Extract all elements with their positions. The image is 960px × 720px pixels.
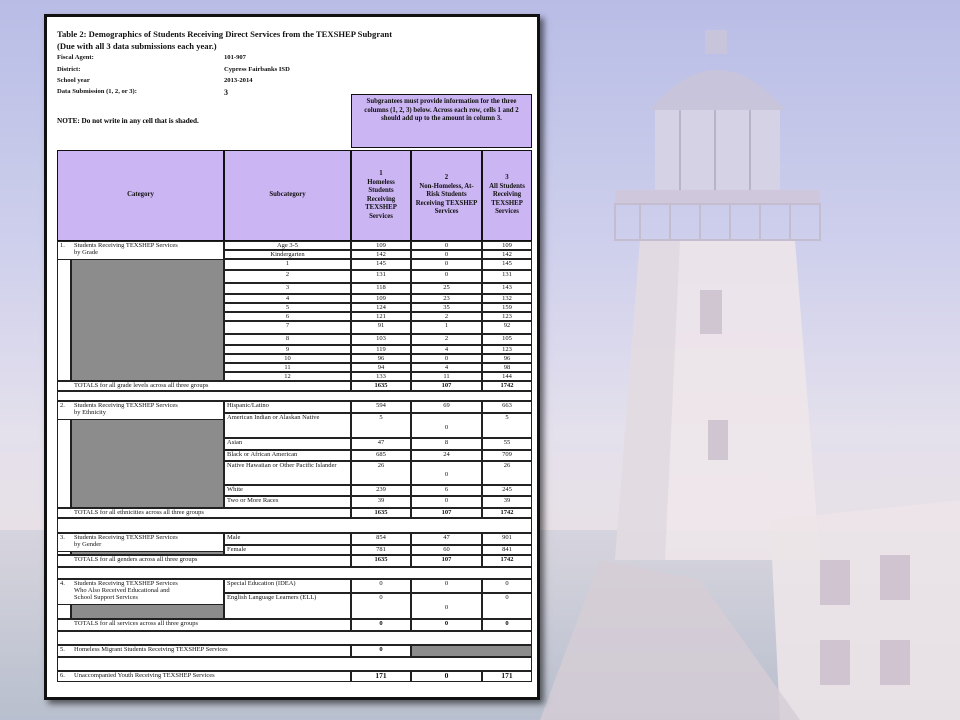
- section-spacer: [57, 518, 532, 533]
- subcategory-cell: Asian: [224, 438, 351, 450]
- section-title: Homeless Migrant Students Receiving TEXSHEP Services: [74, 646, 228, 653]
- all-students-count-cell: 109: [482, 241, 532, 250]
- section-number: 3.: [60, 534, 65, 541]
- non-homeless-count-cell: 4: [411, 363, 482, 372]
- homeless-count-cell: 239: [351, 485, 411, 496]
- section-number: 5.: [60, 646, 65, 653]
- section-title: Unaccompanied Youth Receiving TEXSHEP Services: [74, 672, 215, 679]
- shading-note: NOTE: Do not write in any cell that is shaded.: [57, 117, 199, 125]
- subcategory-cell: 7: [224, 321, 351, 334]
- section-title: Students Receiving TEXSHEP Services: [74, 242, 178, 249]
- homeless-count-cell: 47: [351, 438, 411, 450]
- subcategory-cell: American Indian or Alaskan Native: [224, 413, 351, 438]
- total-all-students: 1742: [482, 508, 532, 518]
- all-students-count-cell: 105: [482, 334, 532, 345]
- all-students-count-cell: 245: [482, 485, 532, 496]
- section-spacer: [57, 657, 532, 671]
- totals-label: TOTALS for all services across all three groups: [57, 619, 351, 631]
- header-category: Category: [57, 150, 224, 241]
- sec1-shaded-area: [71, 259, 224, 381]
- all-students-count-cell: 901: [482, 533, 532, 545]
- homeless-count-cell: 26: [351, 461, 411, 485]
- all-students-count-cell: 143: [482, 283, 532, 294]
- info-label: Data Submission (1, 2, or 3):: [57, 88, 137, 95]
- non-homeless-count-cell: 8: [411, 438, 482, 450]
- subcategory-cell: 3: [224, 283, 351, 294]
- section-spacer: [57, 567, 532, 579]
- non-homeless-count-cell: 0: [411, 461, 482, 485]
- homeless-count-cell: 0: [351, 579, 411, 593]
- non-homeless-count-cell: 35: [411, 303, 482, 312]
- section-number: 2.: [60, 402, 65, 409]
- non-homeless-count-cell: 60: [411, 545, 482, 555]
- homeless-count-cell: 594: [351, 401, 411, 413]
- instruction-box: Subgrantees must provide information for the three columns (1, 2, 3) below. Across each row, cells 1 and 2 should add up to the amount in column 3.: [351, 94, 532, 148]
- sec6-homeless-count: 171: [351, 671, 411, 682]
- non-homeless-count-cell: 2: [411, 334, 482, 345]
- section-number: 4.: [60, 580, 65, 587]
- subcategory-cell: 10: [224, 354, 351, 363]
- non-homeless-count-cell: 0: [411, 270, 482, 283]
- section-spacer: [57, 391, 532, 401]
- sec2-category-label: [57, 401, 224, 419]
- subcategory-cell: 12: [224, 372, 351, 381]
- homeless-count-cell: 0: [351, 593, 411, 619]
- all-students-count-cell: 55: [482, 438, 532, 450]
- subcategory-cell: Native Hawaiian or Other Pacific Islander: [224, 461, 351, 485]
- homeless-count-cell: 131: [351, 270, 411, 283]
- info-value: Cypress Fairbanks ISD: [224, 66, 290, 73]
- homeless-count-cell: 142: [351, 250, 411, 259]
- non-homeless-count-cell: 1: [411, 321, 482, 334]
- all-students-count-cell: 96: [482, 354, 532, 363]
- non-homeless-count-cell: 0: [411, 241, 482, 250]
- subcategory-cell: 2: [224, 270, 351, 283]
- sec1-category-label: [57, 241, 224, 259]
- total-homeless: 1635: [351, 555, 411, 567]
- sec4-shaded-area: [71, 604, 224, 619]
- header-col2-non-homeless: 2 Non-Homeless, At-Risk Students Receiving TEXSHEP Services: [411, 150, 482, 241]
- total-homeless: 1635: [351, 508, 411, 518]
- section-title: Students Receiving TEXSHEP Services: [74, 402, 178, 409]
- non-homeless-count-cell: 0: [411, 413, 482, 438]
- non-homeless-count-cell: 0: [411, 259, 482, 270]
- all-students-count-cell: 39: [482, 496, 532, 508]
- subcategory-cell: Hispanic/Latino: [224, 401, 351, 413]
- sec6-all-students-count: 171: [482, 671, 532, 682]
- all-students-count-cell: 144: [482, 372, 532, 381]
- homeless-count-cell: 121: [351, 312, 411, 321]
- homeless-count-cell: 96: [351, 354, 411, 363]
- subcategory-cell: 4: [224, 294, 351, 303]
- all-students-count-cell: 131: [482, 270, 532, 283]
- all-students-count-cell: 0: [482, 593, 532, 619]
- non-homeless-count-cell: 24: [411, 450, 482, 461]
- header-col3-all-students: 3 All Students Receiving TEXSHEP Services: [482, 150, 532, 241]
- homeless-count-cell: 781: [351, 545, 411, 555]
- all-students-count-cell: 709: [482, 450, 532, 461]
- subcategory-cell: 1: [224, 259, 351, 270]
- info-value: 101-907: [224, 54, 246, 61]
- homeless-count-cell: 118: [351, 283, 411, 294]
- all-students-count-cell: 98: [482, 363, 532, 372]
- non-homeless-count-cell: 47: [411, 533, 482, 545]
- table-title: Table 2: Demographics of Students Receiving Direct Services from the TEXSHEP Subgrant: [57, 29, 393, 39]
- non-homeless-count-cell: 2: [411, 312, 482, 321]
- non-homeless-count-cell: 4: [411, 345, 482, 354]
- homeless-count-cell: 133: [351, 372, 411, 381]
- section-title-line: by Ethnicity: [74, 409, 106, 416]
- section-title: Students Receiving TEXSHEP Services: [74, 534, 178, 541]
- sec3-category-label: [57, 533, 224, 551]
- subcategory-cell: Special Education (IDEA): [224, 579, 351, 593]
- total-non-homeless: 0: [411, 619, 482, 631]
- header-col1-homeless: 1 Homeless Students Receiving TEXSHEP Services: [351, 150, 411, 241]
- non-homeless-count-cell: 25: [411, 283, 482, 294]
- sec4-left-margin: [57, 604, 71, 619]
- all-students-count-cell: 159: [482, 303, 532, 312]
- all-students-count-cell: 132: [482, 294, 532, 303]
- total-all-students: 1742: [482, 381, 532, 391]
- total-homeless: 0: [351, 619, 411, 631]
- homeless-count-cell: 854: [351, 533, 411, 545]
- subcategory-cell: White: [224, 485, 351, 496]
- totals-label: TOTALS for all ethnicities across all three groups: [57, 508, 351, 518]
- all-students-count-cell: 123: [482, 312, 532, 321]
- sec2-shaded-area: [71, 419, 224, 508]
- homeless-count-cell: 145: [351, 259, 411, 270]
- table-subtitle: (Due with all 3 data submissions each year.): [57, 41, 217, 51]
- info-label: District:: [57, 66, 81, 73]
- all-students-count-cell: 663: [482, 401, 532, 413]
- homeless-count-cell: 5: [351, 413, 411, 438]
- non-homeless-count-cell: 69: [411, 401, 482, 413]
- all-students-count-cell: 142: [482, 250, 532, 259]
- sec6-category-label: [57, 671, 351, 682]
- document-page: [44, 14, 540, 700]
- info-label: Fiscal Agent:: [57, 54, 94, 61]
- subcategory-cell: 5: [224, 303, 351, 312]
- info-label: School year: [57, 77, 90, 84]
- homeless-count-cell: 109: [351, 294, 411, 303]
- homeless-count-cell: 103: [351, 334, 411, 345]
- all-students-count-cell: 0: [482, 579, 532, 593]
- section-title-line: by Gender: [74, 541, 102, 548]
- sec6-non-homeless-count: 0: [411, 671, 482, 682]
- section-number: 1.: [60, 242, 65, 249]
- total-non-homeless: 107: [411, 381, 482, 391]
- non-homeless-count-cell: 0: [411, 593, 482, 619]
- info-value: 3: [224, 88, 228, 97]
- homeless-count-cell: 119: [351, 345, 411, 354]
- total-homeless: 1635: [351, 381, 411, 391]
- section-title: Students Receiving TEXSHEP Services: [74, 580, 178, 587]
- sec4-category-label: [57, 579, 224, 604]
- homeless-count-cell: 39: [351, 496, 411, 508]
- total-non-homeless: 107: [411, 555, 482, 567]
- homeless-count-cell: 91: [351, 321, 411, 334]
- sec2-left-margin: [57, 419, 71, 508]
- subcategory-cell: Female: [224, 545, 351, 555]
- sec5-homeless-count: 0: [351, 645, 411, 657]
- subcategory-cell: 8: [224, 334, 351, 345]
- info-value: 2013-2014: [224, 77, 253, 84]
- total-all-students: 0: [482, 619, 532, 631]
- section-title-line: by Grade: [74, 249, 99, 256]
- all-students-count-cell: 26: [482, 461, 532, 485]
- sec1-left-margin: [57, 259, 71, 381]
- subcategory-cell: Kindergarten: [224, 250, 351, 259]
- non-homeless-count-cell: 11: [411, 372, 482, 381]
- subcategory-cell: Black or African American: [224, 450, 351, 461]
- totals-label: TOTALS for all genders across all three groups: [57, 555, 351, 567]
- homeless-count-cell: 685: [351, 450, 411, 461]
- section-title-line: Who Also Received Educational and: [74, 587, 170, 594]
- section-spacer: [57, 631, 532, 645]
- non-homeless-count-cell: 0: [411, 354, 482, 363]
- homeless-count-cell: 124: [351, 303, 411, 312]
- totals-label: TOTALS for all grade levels across all three groups: [57, 381, 351, 391]
- all-students-count-cell: 123: [482, 345, 532, 354]
- all-students-count-cell: 5: [482, 413, 532, 438]
- all-students-count-cell: 841: [482, 545, 532, 555]
- homeless-count-cell: 94: [351, 363, 411, 372]
- header-subcategory: Subcategory: [224, 150, 351, 241]
- subcategory-cell: Male: [224, 533, 351, 545]
- non-homeless-count-cell: 0: [411, 579, 482, 593]
- section-title-line: School Support Services: [74, 594, 138, 601]
- subcategory-cell: Age 3-5: [224, 241, 351, 250]
- sec5-category-label: [57, 645, 351, 657]
- total-non-homeless: 107: [411, 508, 482, 518]
- homeless-count-cell: 109: [351, 241, 411, 250]
- non-homeless-count-cell: 0: [411, 250, 482, 259]
- non-homeless-count-cell: 0: [411, 496, 482, 508]
- subcategory-cell: English Language Learners (ELL): [224, 593, 351, 619]
- subcategory-cell: Two or More Races: [224, 496, 351, 508]
- section-number: 6.: [60, 672, 65, 679]
- non-homeless-count-cell: 23: [411, 294, 482, 303]
- sec5-shaded-area: [411, 645, 532, 657]
- all-students-count-cell: 92: [482, 321, 532, 334]
- subcategory-cell: 11: [224, 363, 351, 372]
- subcategory-cell: 9: [224, 345, 351, 354]
- subcategory-cell: 6: [224, 312, 351, 321]
- non-homeless-count-cell: 6: [411, 485, 482, 496]
- total-all-students: 1742: [482, 555, 532, 567]
- all-students-count-cell: 145: [482, 259, 532, 270]
